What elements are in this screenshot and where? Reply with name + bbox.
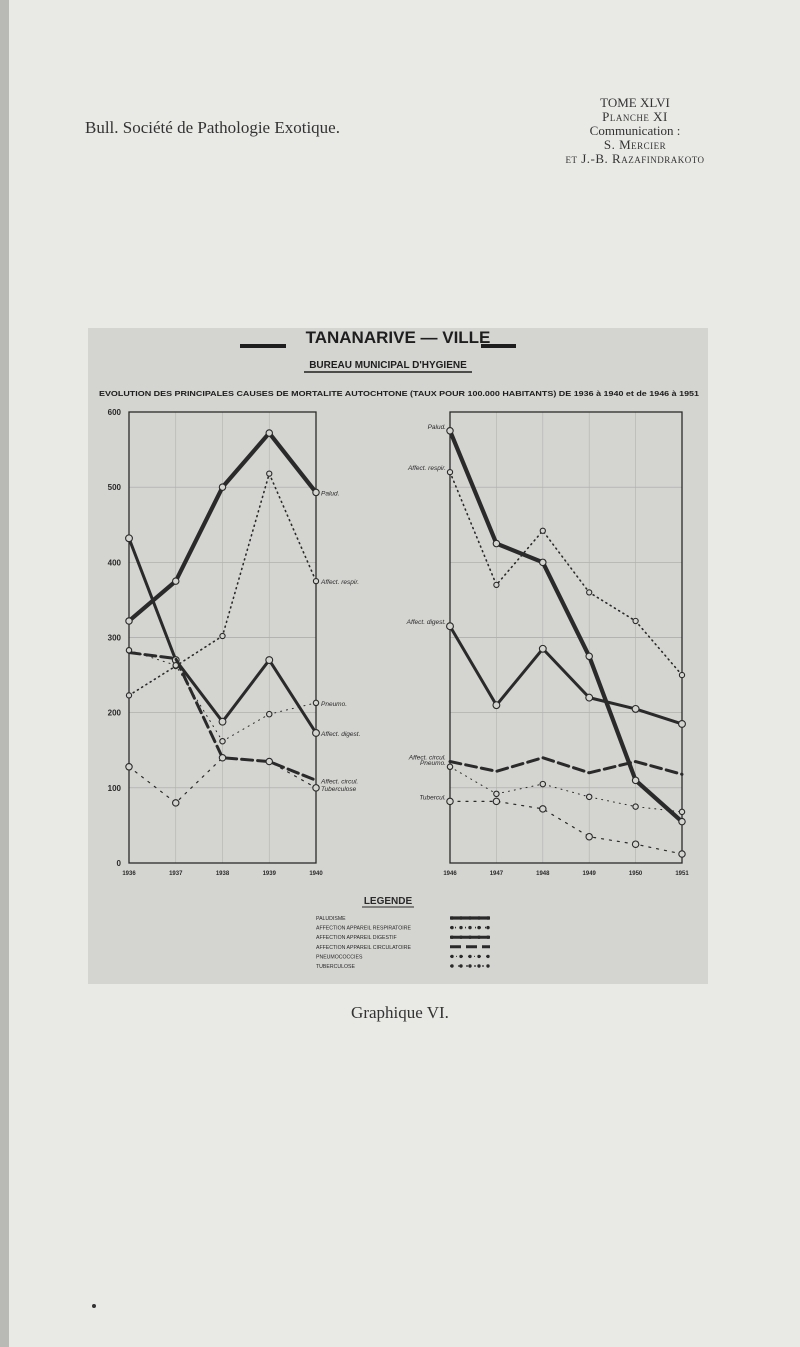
data-point bbox=[586, 694, 593, 701]
legend-swatch-marker bbox=[477, 936, 480, 939]
legend-swatch-marker bbox=[477, 955, 480, 958]
series-annotation: Affect. circul. bbox=[321, 778, 359, 786]
panel-1 bbox=[122, 412, 360, 877]
data-point bbox=[587, 590, 592, 595]
legend-swatch-marker bbox=[468, 936, 471, 939]
legend-item-label: PALUDISME bbox=[316, 916, 346, 922]
data-point bbox=[447, 764, 452, 769]
legend-swatch-marker bbox=[450, 964, 453, 967]
page-edge bbox=[0, 0, 9, 1347]
plate-reference bbox=[540, 96, 730, 166]
series-affection-appareil-circulatoire bbox=[129, 653, 358, 786]
author-2: et J.-B. Razafindrakoto bbox=[565, 151, 705, 166]
data-point bbox=[219, 484, 225, 490]
data-point bbox=[173, 578, 179, 584]
data-point bbox=[586, 833, 592, 839]
data-point bbox=[126, 693, 131, 698]
x-tick-label: 1936 bbox=[122, 871, 136, 877]
data-point bbox=[586, 653, 592, 659]
figure-caption: Graphique VI. bbox=[351, 1003, 449, 1022]
legend-swatch-marker bbox=[486, 964, 489, 967]
y-tick-label: 600 bbox=[107, 408, 121, 417]
data-point bbox=[447, 470, 452, 475]
series-annotation: Affect. digest. bbox=[321, 730, 361, 738]
chart-subtitle: BUREAU MUNICIPAL D'HYGIENE bbox=[309, 360, 467, 371]
journal-title: Bull. Société de Pathologie Exotique. bbox=[85, 118, 340, 137]
series-line bbox=[450, 758, 682, 775]
series-affection-appareil-digestif bbox=[406, 619, 686, 727]
data-point bbox=[173, 800, 179, 806]
data-point bbox=[447, 428, 453, 434]
legend-item-label: TUBERCULOSE bbox=[316, 964, 355, 970]
gridlines bbox=[450, 412, 682, 863]
data-point bbox=[540, 806, 546, 812]
x-tick-label: 1939 bbox=[262, 871, 276, 877]
legend-item-label: PNEUMOCOCCIES bbox=[316, 954, 363, 961]
data-point bbox=[313, 579, 318, 584]
data-point bbox=[313, 785, 319, 791]
communication-label: Communication : bbox=[589, 123, 681, 138]
data-point bbox=[493, 798, 499, 804]
x-tick-label: 1940 bbox=[309, 871, 323, 877]
legend-swatch-marker bbox=[486, 916, 489, 919]
legend-swatch-marker bbox=[486, 936, 489, 939]
series-annotation: Affect. digest. bbox=[406, 619, 446, 627]
data-point bbox=[220, 633, 225, 638]
legend-swatch-marker bbox=[477, 964, 480, 967]
x-tick-label: 1949 bbox=[582, 871, 596, 877]
author-1: S. Mercier bbox=[603, 137, 667, 152]
chart-plate bbox=[88, 328, 708, 984]
series-affection-appareil-respiratoire bbox=[126, 471, 359, 698]
series-annotation: Palud. bbox=[321, 490, 340, 498]
series-paludisme bbox=[126, 430, 340, 624]
y-tick-label: 300 bbox=[107, 633, 121, 643]
data-point bbox=[313, 489, 319, 495]
legend-item-label: AFFECTION APPAREIL DIGESTIF bbox=[316, 935, 397, 942]
legend-swatch-marker bbox=[459, 964, 462, 967]
data-point bbox=[679, 818, 685, 824]
series-line bbox=[450, 801, 682, 854]
data-point bbox=[633, 804, 638, 809]
data-point bbox=[679, 672, 684, 677]
legend-swatch-marker bbox=[450, 936, 453, 939]
legend-swatch-marker bbox=[459, 936, 462, 939]
data-point bbox=[633, 618, 638, 623]
legend-swatch-marker bbox=[450, 926, 453, 929]
data-point bbox=[539, 645, 546, 652]
x-tick-label: 1937 bbox=[169, 871, 183, 877]
data-point bbox=[219, 718, 226, 725]
data-point bbox=[679, 809, 684, 814]
series-annotation: Pneumo. bbox=[321, 700, 348, 708]
data-point bbox=[447, 623, 454, 630]
legend-swatch-marker bbox=[468, 964, 471, 967]
series-annotation: Tubercul. bbox=[419, 794, 446, 802]
x-tick-label: 1951 bbox=[675, 871, 689, 877]
print-speck bbox=[92, 1304, 96, 1308]
chart-description: EVOLUTION DES PRINCIPALES CAUSES DE MORTALITE AUTOCHTONE (TAUX POUR 100.000 HABITANTS) DE 1936 à 1940 et de 1946 à 1951 bbox=[99, 389, 699, 398]
x-tick-label: 1948 bbox=[536, 871, 550, 877]
y-tick-label: 0 bbox=[116, 859, 121, 868]
y-tick-label: 100 bbox=[107, 783, 121, 793]
chart-title: TANANARIVE — VILLE bbox=[305, 328, 491, 347]
series-line bbox=[450, 472, 682, 675]
legend-swatch-marker bbox=[477, 916, 480, 919]
data-point bbox=[313, 730, 320, 737]
data-point bbox=[266, 758, 272, 764]
legend-item-label: AFFECTION APPAREIL CIRCULATOIRE bbox=[316, 944, 411, 951]
legend-swatch-marker bbox=[450, 955, 453, 958]
data-point bbox=[679, 851, 685, 857]
data-point bbox=[587, 794, 592, 799]
series-annotation: Affect. respir. bbox=[407, 465, 446, 473]
x-tick-label: 1950 bbox=[628, 871, 643, 877]
legend-swatch-marker bbox=[477, 926, 480, 929]
series-annotation: Palud. bbox=[427, 423, 446, 431]
data-point bbox=[679, 721, 686, 728]
data-point bbox=[126, 648, 131, 653]
data-point bbox=[493, 540, 499, 546]
y-axis bbox=[108, 408, 122, 868]
x-tick-label: 1947 bbox=[489, 871, 504, 877]
series-tuberculose bbox=[419, 794, 685, 857]
data-point bbox=[632, 841, 638, 847]
data-point bbox=[126, 618, 132, 624]
data-point bbox=[267, 471, 272, 476]
data-point bbox=[219, 755, 225, 761]
y-tick-label: 200 bbox=[107, 708, 121, 718]
data-point bbox=[493, 702, 500, 709]
y-tick-label: 500 bbox=[107, 483, 121, 493]
data-point bbox=[494, 582, 499, 587]
planche-label: Planche XI bbox=[602, 109, 668, 124]
legend-swatch-marker bbox=[459, 926, 462, 929]
data-point bbox=[266, 657, 273, 664]
data-point bbox=[540, 559, 546, 565]
data-point bbox=[540, 781, 545, 786]
legend-swatch-marker bbox=[450, 916, 453, 919]
panel-2 bbox=[406, 412, 690, 877]
data-point bbox=[266, 430, 272, 436]
legend-swatch-marker bbox=[486, 955, 489, 958]
y-tick-label: 400 bbox=[107, 558, 121, 568]
data-point bbox=[447, 798, 453, 804]
data-point bbox=[313, 700, 318, 705]
data-point bbox=[126, 535, 133, 542]
data-point bbox=[494, 791, 499, 796]
legend-swatch-marker bbox=[468, 955, 471, 958]
data-point bbox=[632, 706, 639, 713]
legend-swatch-marker bbox=[459, 955, 462, 958]
series-annotation: Pneumo. bbox=[419, 759, 446, 767]
data-point bbox=[540, 528, 545, 533]
data-point bbox=[632, 777, 638, 783]
x-tick-label: 1938 bbox=[215, 871, 230, 877]
chart-legend bbox=[316, 896, 490, 970]
mortality-chart bbox=[88, 328, 708, 984]
data-point bbox=[220, 739, 225, 744]
data-point bbox=[267, 711, 272, 716]
legend-swatch-marker bbox=[486, 926, 489, 929]
series-annotation: Affect. respir. bbox=[321, 579, 360, 587]
x-tick-label: 1946 bbox=[443, 871, 457, 877]
data-point bbox=[173, 663, 178, 668]
data-point bbox=[126, 764, 132, 770]
legend-item-label: AFFECTION APPAREIL RESPIRATOIRE bbox=[316, 925, 411, 932]
tome-label: TOME XLVI bbox=[600, 95, 670, 110]
series-annotation: Affect. circul. bbox=[408, 754, 446, 762]
series-annotation: Tuberculose bbox=[321, 785, 357, 793]
legend-swatch-marker bbox=[468, 916, 471, 919]
legend-swatch-marker bbox=[459, 916, 462, 919]
series-line bbox=[450, 626, 682, 724]
legend-title: LEGENDE bbox=[363, 896, 413, 907]
legend-swatch-marker bbox=[468, 926, 471, 929]
chart-header bbox=[99, 328, 699, 398]
series-line bbox=[450, 431, 682, 822]
